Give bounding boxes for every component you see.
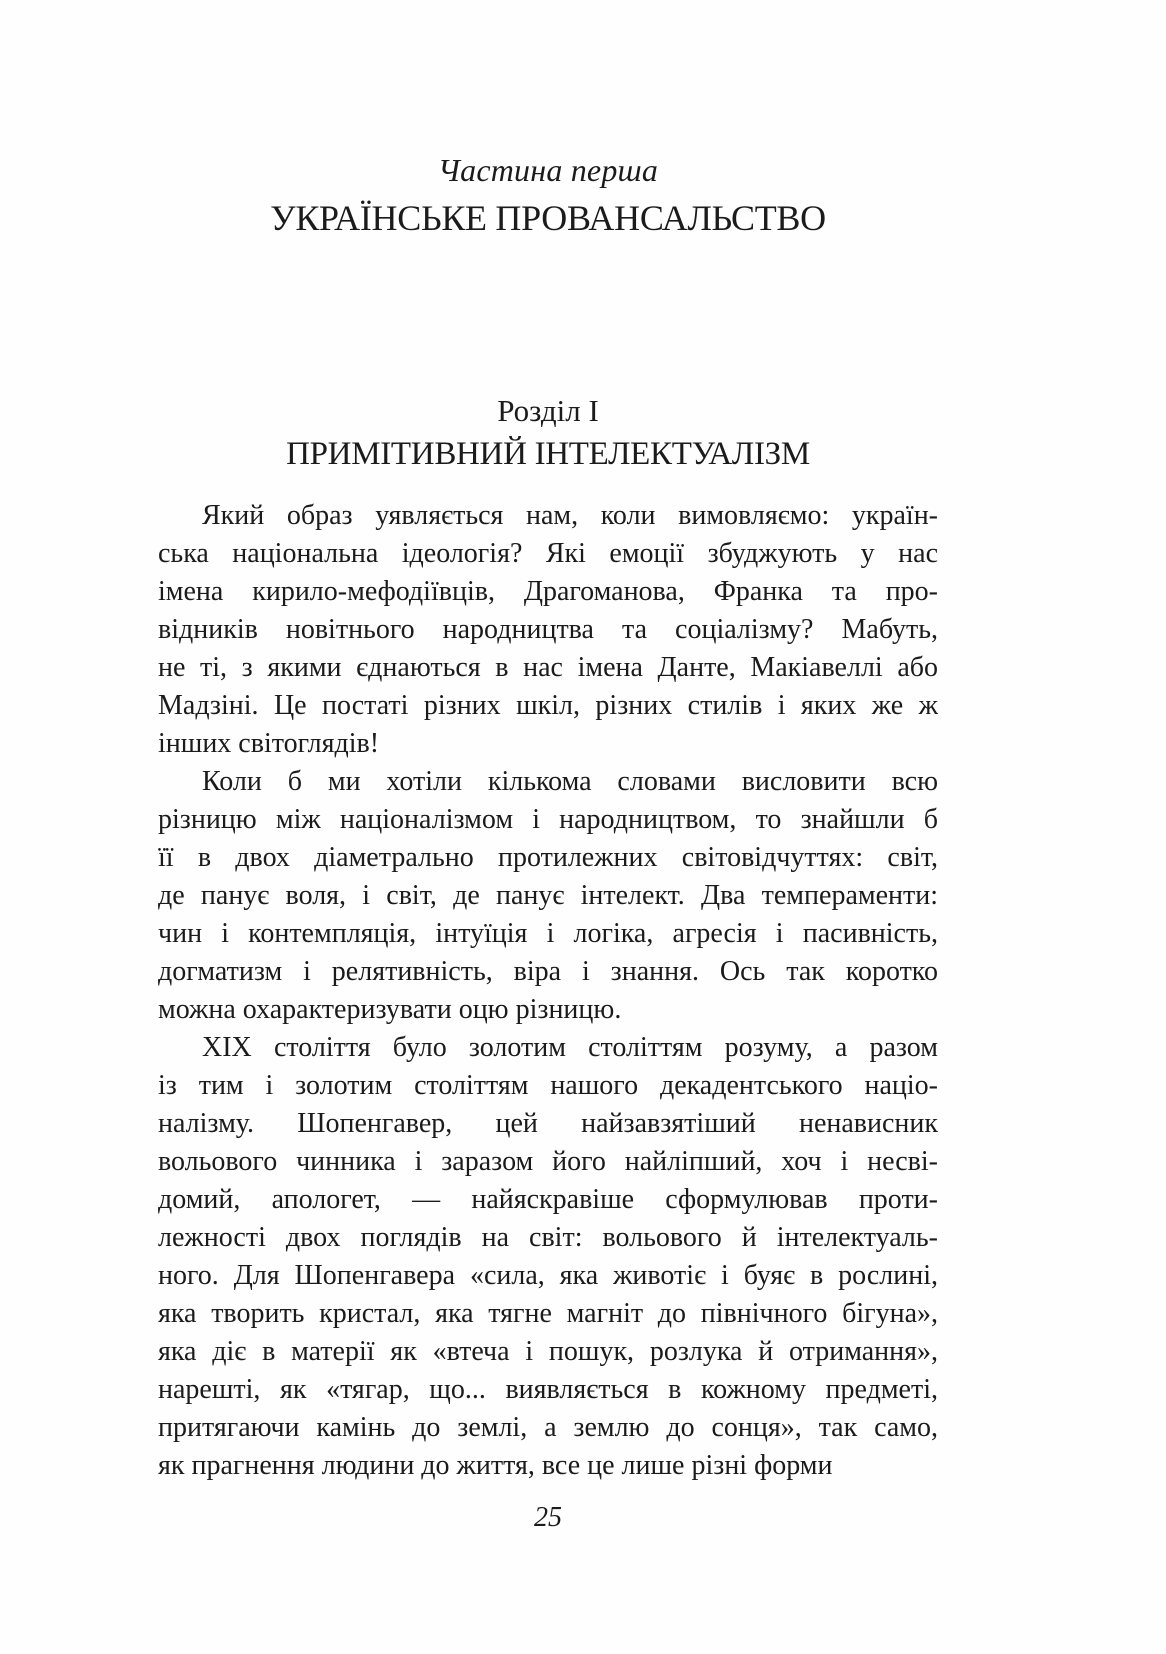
part-title: УКРАЇНСЬКЕ ПРОВАНСАЛЬСТВО xyxy=(270,198,826,238)
body-line: Мадзіні. Це постаті різних шкіл, різних стилів і яких же ж xyxy=(158,690,938,721)
chapter-title: ПРИМІТИВНИЙ ІНТЕЛЕКТУАЛІЗМ xyxy=(286,436,810,472)
body-line: відників новітнього народництва та соціалізму? Мабуть, xyxy=(158,614,938,645)
body-line: налізму. Шопенгавер, цей найзавзятіший ненависник xyxy=(158,1108,938,1139)
body-paragraph xyxy=(158,497,938,763)
body-line: XIX століття було золотим століттям розуму, а разом xyxy=(202,1032,938,1063)
body-line: різницю між націоналізмом і народництвом, то знайшли б xyxy=(158,804,938,835)
body-line: яка діє в матерії як «втеча і пошук, розлука й отримання», xyxy=(158,1336,938,1367)
body-line: домий, апологет, — найяскравіше сформулював проти- xyxy=(158,1184,938,1215)
part-heading xyxy=(158,148,938,244)
body-line: яка творить кристал, яка тягне магніт до північного бігуна», xyxy=(158,1298,938,1329)
body-line: чин і контемпляція, інтуїція і логіка, агресія і пасивність, xyxy=(158,918,938,949)
body-line: нарешті, як «тягар, що... виявляється в кожному предметі, xyxy=(158,1374,938,1405)
body-line: імена кирило-мефодіївців, Драгоманова, Франка та про- xyxy=(158,576,938,607)
body-line: притягаючи камінь до землі, а землю до сонця», так само, xyxy=(158,1412,938,1443)
body-line: догматизм і релятивність, віра і знання. Ось так коротко xyxy=(158,956,938,987)
chapter-heading xyxy=(158,390,938,476)
body-line: Який образ уявляється нам, коли вимовляємо: україн- xyxy=(202,500,938,531)
body-line: можна охарактеризувати оцю різницю. xyxy=(158,994,622,1025)
part-kicker: Частина перша xyxy=(437,152,659,188)
body-line: вольового чинника і заразом його найліпший, хоч і несві- xyxy=(158,1146,938,1177)
body-text xyxy=(158,497,938,1485)
body-line: Коли б ми хотіли кількома словами висловити всю xyxy=(202,766,938,797)
body-line: ного. Для Шопенгавера «сила, яка животіє і буяє в рослині, xyxy=(158,1260,938,1291)
body-line: де панує воля, і світ, де панує інтелект. Два темпераменти: xyxy=(158,880,938,911)
body-line: як прагнення людини до життя, все це лише різні форми xyxy=(158,1450,833,1481)
chapter-kicker: Розділ I xyxy=(497,393,599,428)
body-line: її в двох діаметрально протилежних світовідчуттях: світ, xyxy=(158,842,938,873)
body-paragraph xyxy=(158,1029,938,1485)
body-line: лежності двох поглядів на світ: вольового й інтелектуаль- xyxy=(158,1222,938,1253)
body-line: не ті, з якими єднаються в нас імена Данте, Макіавеллі або xyxy=(158,652,938,683)
body-line: ська національна ідеологія? Які емоції збуджують у нас xyxy=(158,538,938,569)
body-paragraph xyxy=(158,763,938,1029)
body-line: із тим і золотим століттям нашого декадентського націо- xyxy=(158,1070,938,1101)
page-number: 25 xyxy=(534,1502,562,1533)
body-line: інших світоглядів! xyxy=(158,728,380,759)
